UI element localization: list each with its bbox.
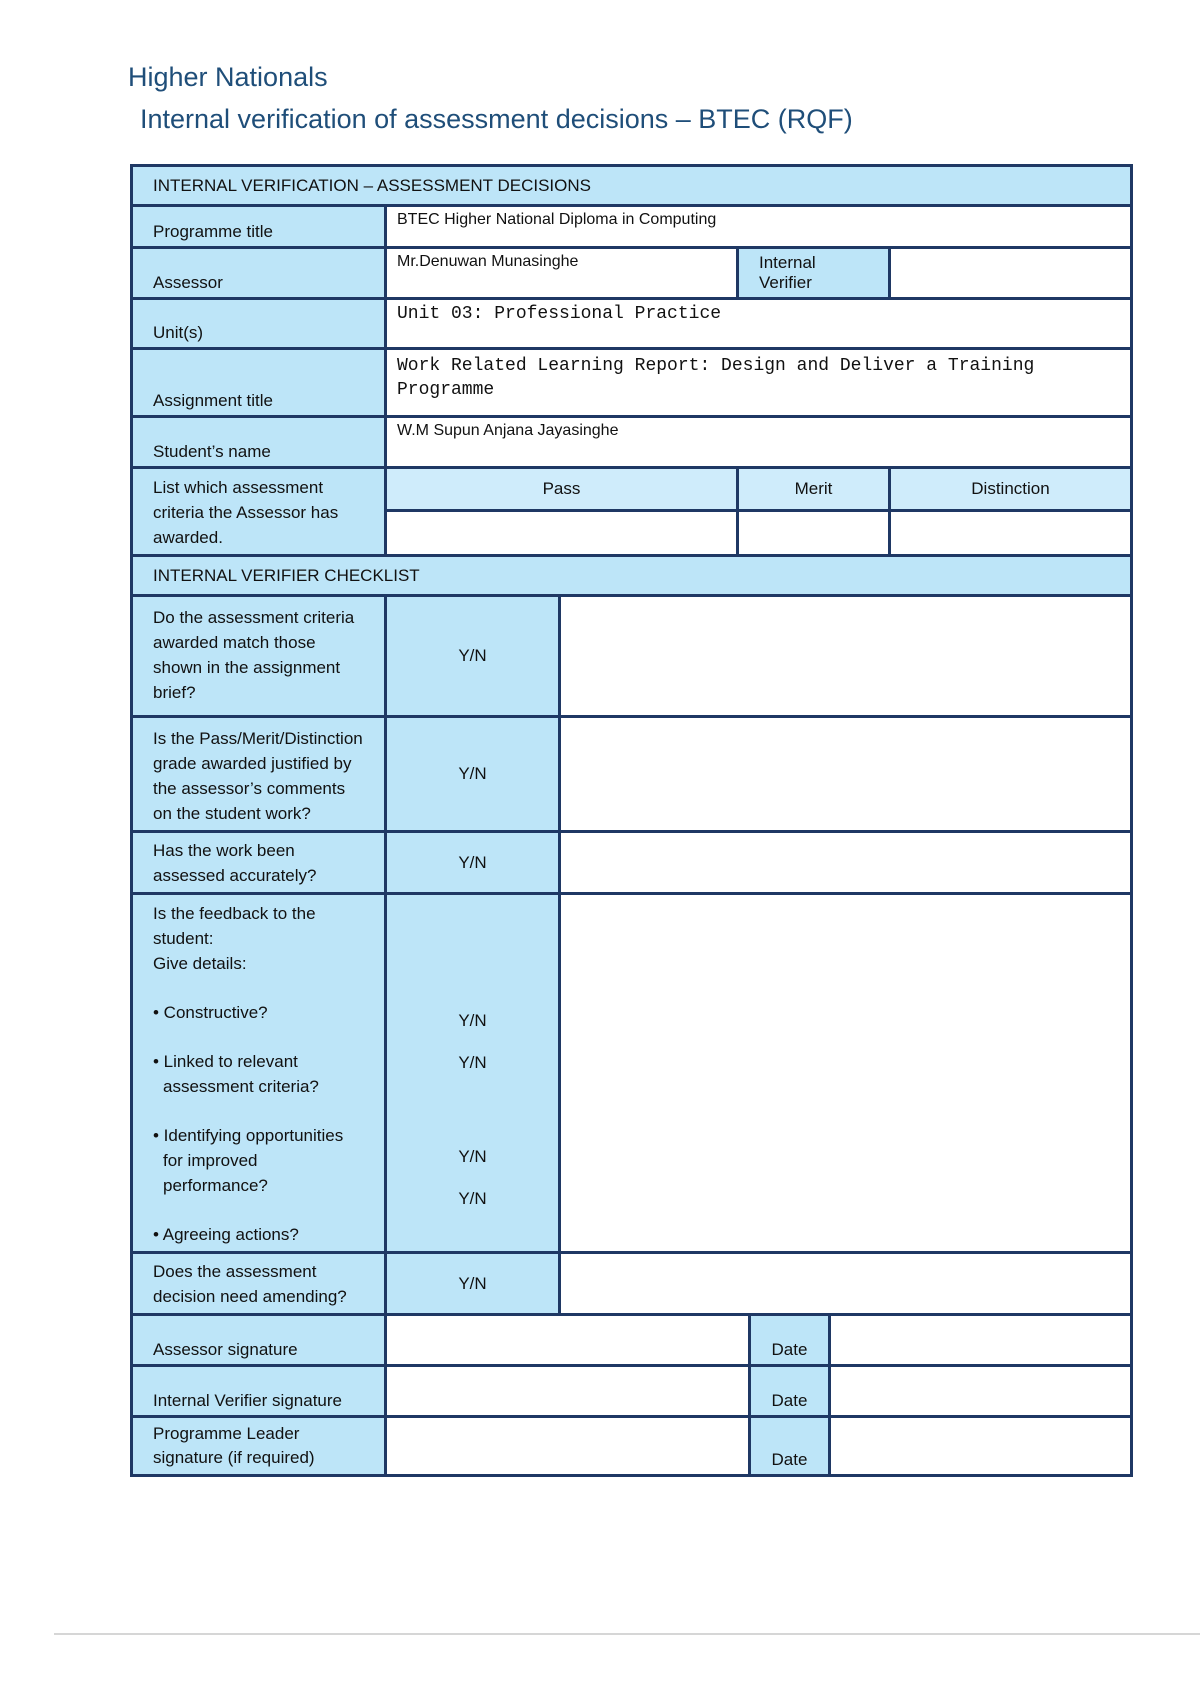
distinction-field[interactable] [890,510,1132,555]
internal-verifier-field[interactable] [890,248,1132,299]
assessor-field[interactable]: Mr.Denuwan Munasinghe [386,248,738,299]
units-field[interactable]: Unit 03: Professional Practice [386,299,1132,349]
internal-verifier-date-field[interactable] [830,1366,1132,1417]
programme-leader-date-field[interactable] [830,1417,1132,1476]
feedback-answer[interactable]: Y/N [458,1189,487,1208]
date-label: Date [750,1366,830,1417]
footer-divider [54,1633,1200,1635]
assignment-title-field[interactable]: Work Related Learning Report: Design and Deliver a Training Programme [386,349,1132,417]
student-name-label: Student’s name [132,417,386,468]
pass-field[interactable] [386,510,738,555]
doc-subheading: Internal verification of assessment decisions – BTEC (RQF) [140,104,853,134]
feedback-item: • Linked to relevant assessment criteria? [153,1052,319,1096]
pass-header: Pass [386,468,738,511]
feedback-give-details: Give details: [153,954,247,973]
checklist-question: Do the assessment criteria awarded match those shown in the assignment brief? [132,596,386,717]
internal-verifier-signature-field[interactable] [386,1366,750,1417]
checklist-comment-field[interactable] [560,717,1132,832]
assessor-label: Assessor [132,248,386,299]
section-title-assessment-decisions: INTERNAL VERIFICATION – ASSESSMENT DECISIONS [132,166,1132,206]
assessor-date-field[interactable] [830,1315,1132,1366]
feedback-item: • Constructive? [153,1003,268,1022]
checklist-question: Is the Pass/Merit/Distinction grade awarded justified by the assessor’s comments on the student work? [132,717,386,832]
feedback-item: • Agreeing actions? [153,1225,299,1244]
date-label: Date [750,1315,830,1366]
checklist-answer[interactable]: Y/N [386,832,560,894]
date-label: Date [750,1417,830,1476]
programme-title-field[interactable]: BTEC Higher National Diploma in Computing [386,206,1132,248]
amend-question: Does the assessment decision need amending? [132,1253,386,1315]
assessor-signature-field[interactable] [386,1315,750,1366]
doc-heading: Higher Nationals [128,62,328,92]
verification-form [130,164,1133,1477]
feedback-question [132,894,386,1253]
merit-header: Merit [738,468,890,511]
feedback-comment-field[interactable] [560,894,1132,1253]
amend-comment-field[interactable] [560,1253,1132,1315]
programme-leader-signature-label: Programme Leader signature (if required) [132,1417,386,1476]
section-title-checklist: INTERNAL VERIFIER CHECKLIST [132,556,1132,596]
checklist-answer[interactable]: Y/N [386,596,560,717]
programme-leader-signature-field[interactable] [386,1417,750,1476]
assessor-signature-label: Assessor signature [132,1315,386,1366]
checklist-comment-field[interactable] [560,832,1132,894]
feedback-answer[interactable]: Y/N [458,1147,487,1166]
student-name-field[interactable]: W.M Supun Anjana Jayasinghe [386,417,1132,468]
criteria-awarded-label: List which assessment criteria the Assessor has awarded. [132,468,386,556]
merit-field[interactable] [738,510,890,555]
feedback-answer[interactable]: Y/N [458,1011,487,1030]
feedback-item: • Identifying opportunities for improved performance? [153,1126,344,1195]
checklist-comment-field[interactable] [560,596,1132,717]
internal-verifier-signature-label: Internal Verifier signature [132,1366,386,1417]
distinction-header: Distinction [890,468,1132,511]
internal-verifier-label: Internal Verifier [738,248,890,299]
assignment-title-label: Assignment title [132,349,386,417]
checklist-answer[interactable]: Y/N [386,717,560,832]
feedback-answer[interactable]: Y/N [458,1053,487,1072]
feedback-answers [386,894,560,1253]
programme-title-label: Programme title [132,206,386,248]
feedback-intro: Is the feedback to the student: [153,904,316,948]
checklist-question: Has the work been assessed accurately? [132,832,386,894]
units-label: Unit(s) [132,299,386,349]
amend-answer[interactable]: Y/N [386,1253,560,1315]
